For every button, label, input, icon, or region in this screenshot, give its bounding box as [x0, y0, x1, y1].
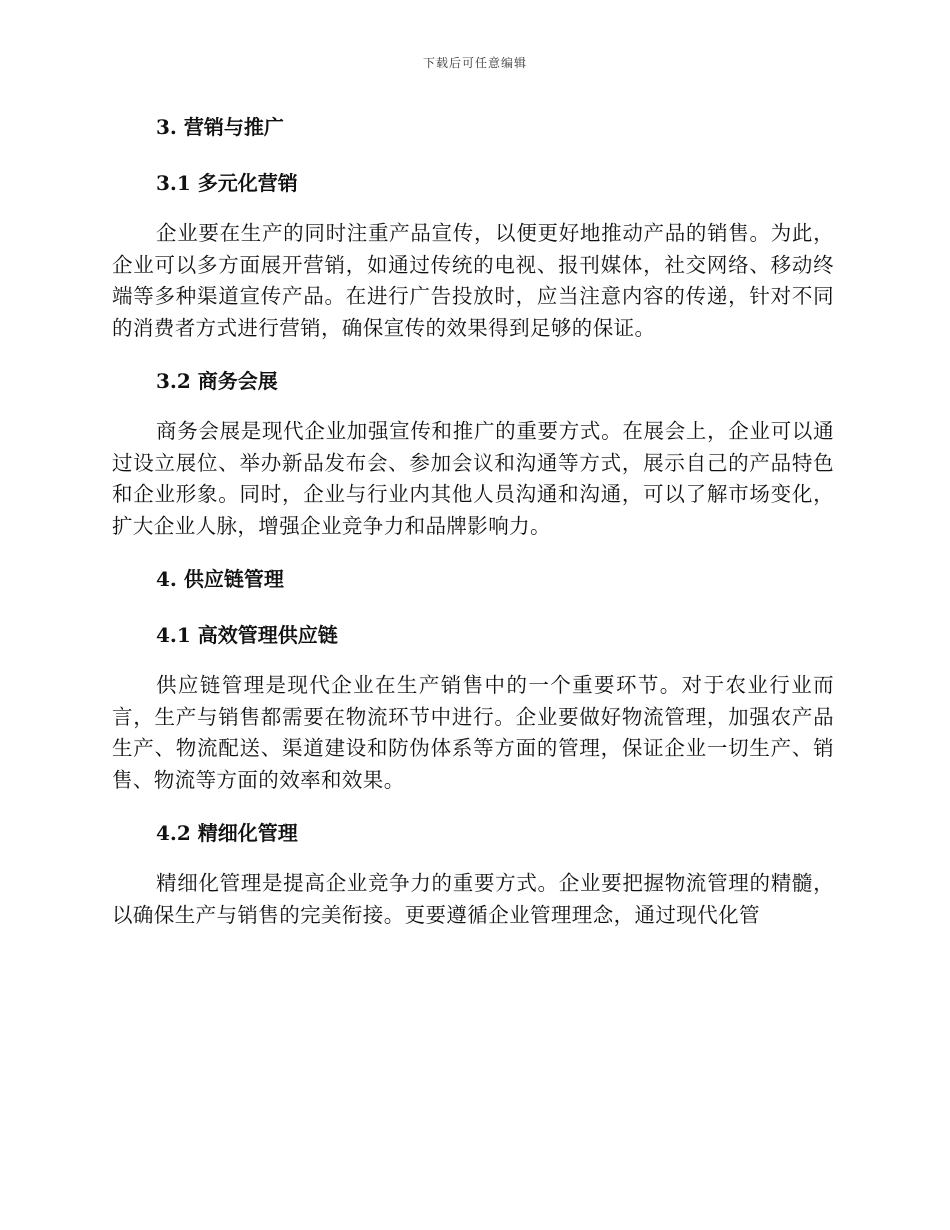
- paragraph-4-1: 供应链管理是现代企业在生产销售中的一个重要环节。对于农业行业而言，生产与销售都需要在物流环节中进行。企业要做好物流管理，加强农产品生产、物流配送、渠道建设和防伪体系等方面的管理，保证企业一切生产、销售、物流等方面的效率和效果。: [112, 673, 834, 792]
- subsection-heading-4-2: 4.2 精细化管理: [156, 821, 298, 845]
- subsection-heading-3-1: 3.1 多元化营销: [156, 171, 298, 195]
- section-heading-3: 3. 营销与推广: [156, 115, 284, 139]
- page-header: 下载后可任意编辑: [422, 56, 527, 70]
- section-heading-4: 4. 供应链管理: [156, 567, 284, 591]
- paragraph-3-2: 商务会展是现代企业加强宣传和推广的重要方式。在展会上，企业可以通过设立展位、举办新品发布会、参加会议和沟通等方式，展示自己的产品特色和企业形象。同时，企业与行业内其他人员沟通和沟通，可以了解市场变化，扩大企业人脉，增强企业竞争力和品牌影响力。: [112, 419, 834, 538]
- subsection-heading-4-1: 4.1 高效管理供应链: [156, 623, 338, 647]
- paragraph-4-2: 精细化管理是提高企业竞争力的重要方式。企业要把握物流管理的精髓，以确保生产与销售的完美衔接。更要遵循企业管理理念，通过现代化管: [112, 871, 834, 927]
- paragraph-3-1: 企业要在生产的同时注重产品宣传，以便更好地推动产品的销售。为此，企业可以多方面展开营销，如通过传统的电视、报刊媒体，社交网络、移动终端等多种渠道宣传产品。在进行广告投放时，应当注意内容的传递，针对不同的消费者方式进行营销，确保宣传的效果得到足够的保证。: [112, 221, 834, 340]
- subsection-heading-3-2: 3.2 商务会展: [156, 369, 278, 393]
- document-body: [112, 112, 834, 953]
